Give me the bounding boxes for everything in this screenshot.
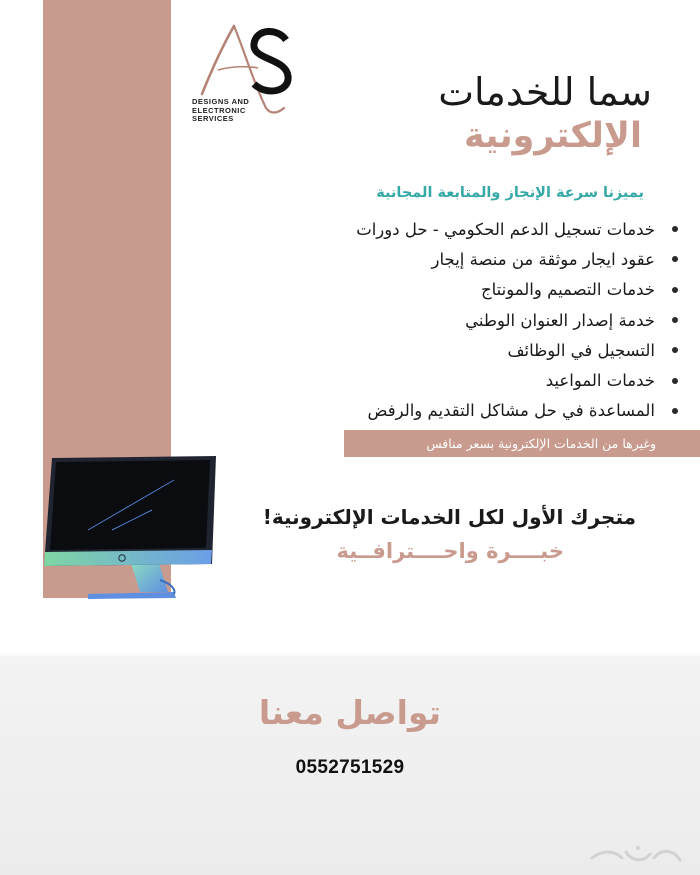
bullet-icon bbox=[672, 256, 678, 262]
service-label: عقود ايجار موثقة من منصة إيجار bbox=[431, 249, 655, 269]
bullet-icon bbox=[672, 226, 678, 232]
service-label: خدمات تسجيل الدعم الحكومي - حل دورات bbox=[356, 219, 655, 239]
services-list bbox=[278, 214, 678, 426]
watermark-logo-icon bbox=[586, 842, 686, 868]
business-name: سما للخدمات bbox=[438, 70, 652, 114]
logo-subtitle-line: ELECTRONIC bbox=[192, 105, 246, 115]
service-item bbox=[278, 396, 678, 426]
bullet-icon bbox=[672, 347, 678, 353]
logo-subtitle-line: DESIGNS AND bbox=[192, 97, 250, 106]
service-item bbox=[278, 275, 678, 305]
service-label: خدمة إصدار العنوان الوطني bbox=[465, 310, 655, 330]
offer-banner bbox=[344, 430, 700, 457]
bullet-icon bbox=[672, 317, 678, 323]
contact-heading: تواصل معنا bbox=[258, 693, 442, 732]
tagline: يميزنا سرعة الإنجاز والمتابعة المجانية bbox=[376, 185, 644, 201]
service-label: خدمات المواعيد bbox=[545, 371, 655, 391]
service-label: خدمات التصميم والمونتاج bbox=[480, 280, 655, 300]
store-slogan: متجرك الأول لكل الخدمات الإلكترونية! bbox=[262, 505, 636, 529]
service-item bbox=[278, 365, 678, 395]
monitor-icon bbox=[40, 452, 220, 604]
logo-subtitle-line: SERVICES bbox=[192, 114, 234, 123]
bullet-icon bbox=[672, 378, 678, 384]
service-label: المساعدة في حل مشاكل التقديم والرفض bbox=[367, 401, 655, 421]
service-item bbox=[278, 305, 678, 335]
service-item bbox=[278, 244, 678, 274]
bullet-icon bbox=[672, 287, 678, 293]
service-label: التسجيل في الوظائف bbox=[507, 340, 655, 360]
logo-subtitle bbox=[192, 98, 272, 124]
bullet-icon bbox=[672, 408, 678, 414]
offer-banner-text: وغيرها من الخدمات الإلكترونية بسعر منافس bbox=[426, 436, 656, 451]
business-name-line2: الإلكترونية bbox=[463, 116, 642, 156]
experience-slogan: خبــــرة واحــــترافــية bbox=[336, 539, 564, 563]
phone-number[interactable]: 0552751529 bbox=[295, 757, 405, 778]
service-item bbox=[278, 214, 678, 244]
service-item bbox=[278, 335, 678, 365]
